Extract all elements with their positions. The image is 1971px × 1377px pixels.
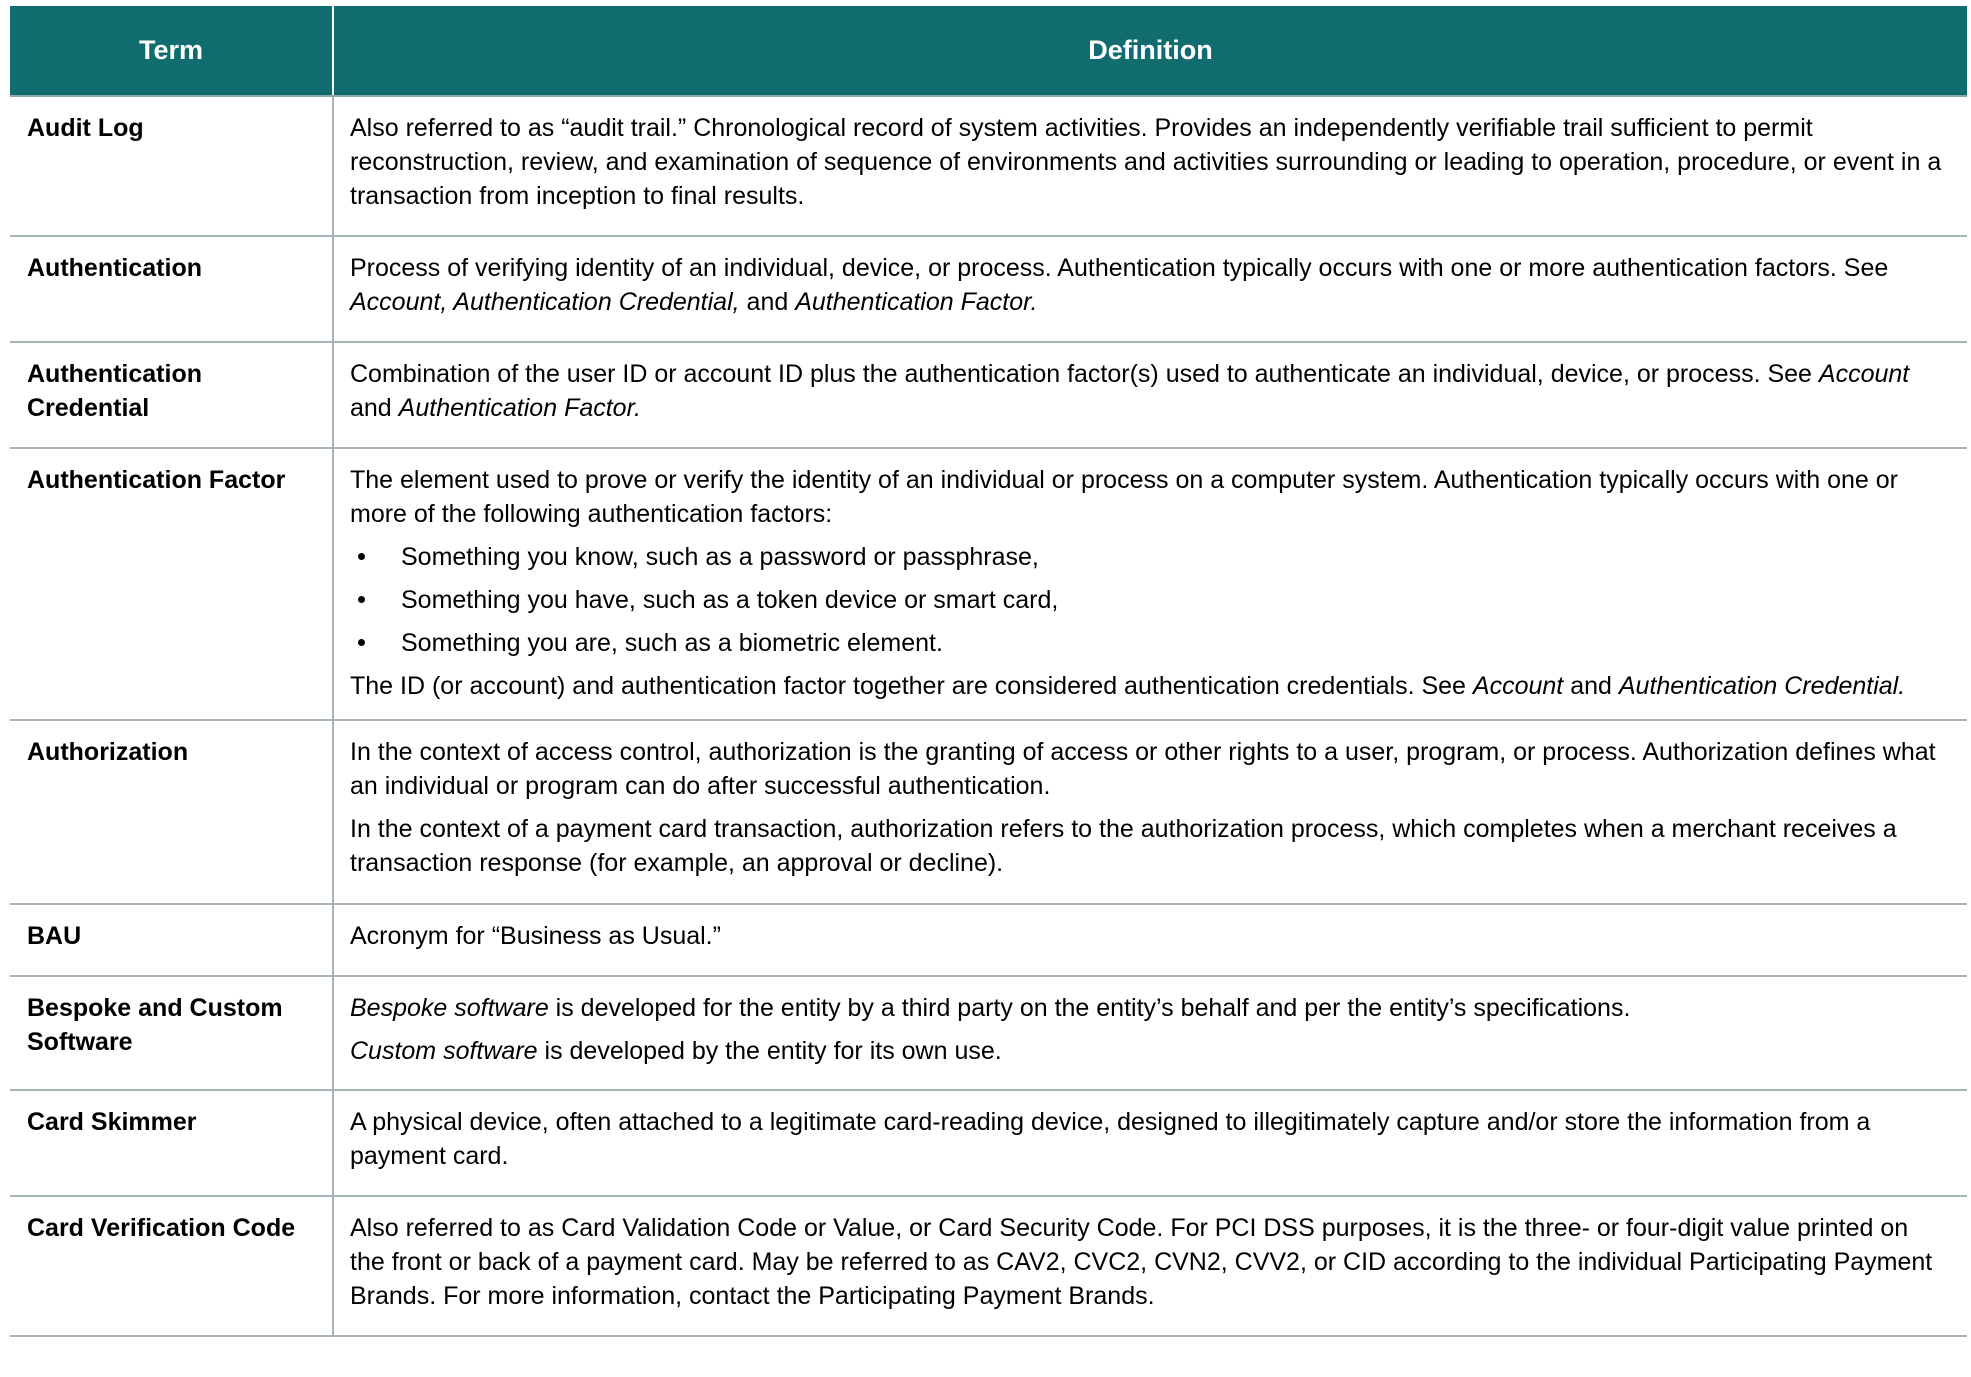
bullet-icon — [358, 596, 365, 603]
definition-paragraph — [350, 1034, 1949, 1068]
definition-cell — [333, 720, 1967, 904]
bullet-icon — [358, 553, 365, 560]
term-cell: Authentication — [10, 236, 333, 342]
definition-body: The ID (or account) and authentication factor together are considered authentication credentials. See — [350, 672, 1473, 700]
term-cell: BAU — [10, 904, 333, 976]
definition-cell — [333, 1090, 1967, 1196]
conjunction: and — [739, 288, 796, 316]
definition-cell — [333, 448, 1967, 720]
conjunction: and — [350, 394, 399, 422]
list-item — [350, 583, 1949, 617]
table-row-bespoke-custom-software — [10, 976, 1967, 1090]
term-cell: Authentication Credential — [10, 342, 333, 448]
table-row-bau — [10, 904, 1967, 976]
term-column-header: Term — [10, 6, 333, 96]
table-row-authentication-credential — [10, 342, 1967, 448]
definition-cell — [333, 236, 1967, 342]
definition-column-header: Definition — [333, 6, 1967, 96]
term-cell: Bespoke and Custom Software — [10, 976, 333, 1090]
definition-paragraph: In the context of a payment card transaction, authorization refers to the authorization process, which completes when a merchant receives a transaction response (for example, an approval or decline). — [350, 815, 1897, 877]
definition-body: Combination of the user ID or account ID plus the authentication factor(s) used to authenticate an individual, device, or process. See — [350, 360, 1819, 388]
definition-cell — [333, 96, 1967, 236]
term-cell: Audit Log — [10, 96, 333, 236]
defined-phrase: Custom software — [350, 1037, 538, 1065]
cross-reference: Account, Authentication Credential, — [350, 288, 740, 316]
table-row-authentication — [10, 236, 1967, 342]
term-cell: Card Skimmer — [10, 1090, 333, 1196]
definition-cell — [333, 342, 1967, 448]
definition-text — [350, 357, 1949, 425]
definition-text: Also referred to as Card Validation Code or Value, or Card Security Code. For PCI DSS purposes, it is the three- or four-digit value printed on the front or back of a payment card. May be referred to as CAV2, CVC2, CVN2, CVV2, or CID according to the individual Participating Payment Brands. For more information, contact the Participating Payment Brands. — [350, 1214, 1933, 1310]
definition-paragraph: In the context of access control, authorization is the granting of access or other rights to a user, program, or process. Authorization defines what an individual or program can do after successful authentication. — [350, 738, 1936, 800]
term-cell: Authorization — [10, 720, 333, 904]
definition-text: A physical device, often attached to a legitimate card-reading device, designed to illegitimately capture and/or store the information from a payment card. — [350, 1108, 1871, 1170]
term-cell: Authentication Factor — [10, 448, 333, 720]
definition-body: is developed by the entity for its own use. — [537, 1037, 1002, 1065]
definition-intro: The element used to prove or verify the identity of an individual or process on a computer system. Authentication typically occurs with one or more of the following authentication factors: — [350, 466, 1899, 528]
term-cell: Card Verification Code — [10, 1196, 333, 1336]
glossary-table — [10, 6, 1967, 1337]
definition-body: is developed for the entity by a third party on the entity’s behalf and per the entity’s specifications. — [548, 994, 1631, 1022]
list-item — [350, 540, 1949, 574]
definition-body: Process of verifying identity of an individual, device, or process. Authentication typically occurs with one or more authentication factors. See — [350, 254, 1889, 282]
definition-text: Acronym for “Business as Usual.” — [350, 922, 721, 950]
cross-reference: Account — [1472, 672, 1564, 700]
factor-bullet-list — [350, 540, 1949, 660]
table-row-authorization — [10, 720, 1967, 904]
list-item-text: Something you have, such as a token device or smart card, — [401, 586, 1059, 614]
list-item-text: Something you are, such as a biometric element. — [401, 629, 943, 657]
conjunction: and — [1563, 672, 1619, 700]
definition-paragraph — [350, 991, 1949, 1025]
bullet-icon — [358, 639, 365, 646]
table-row-audit-log — [10, 96, 1967, 236]
definition-text — [350, 251, 1949, 319]
cross-reference: Account — [1818, 360, 1910, 388]
cross-reference: Authentication Factor. — [398, 394, 641, 422]
table-header-row — [10, 6, 1967, 96]
definition-cell — [333, 904, 1967, 976]
cross-reference: Authentication Factor. — [795, 288, 1038, 316]
definition-cell — [333, 976, 1967, 1090]
list-item-text: Something you know, such as a password or passphrase, — [401, 543, 1039, 571]
table-row-card-skimmer — [10, 1090, 1967, 1196]
list-item — [350, 626, 1949, 660]
definition-closing — [350, 669, 1949, 703]
definition-text: Also referred to as “audit trail.” Chronological record of system activities. Provides an independently verifiable trail sufficient to permit reconstruction, review, and examination of sequence of environments and activities surrounding or leading to operation, procedure, or event in a transaction from inception to final results. — [350, 114, 1942, 210]
cross-reference: Authentication Credential. — [1618, 672, 1906, 700]
table-row-card-verification-code — [10, 1196, 1967, 1336]
table-row-authentication-factor — [10, 448, 1967, 720]
defined-phrase: Bespoke software — [350, 994, 549, 1022]
definition-cell — [333, 1196, 1967, 1336]
